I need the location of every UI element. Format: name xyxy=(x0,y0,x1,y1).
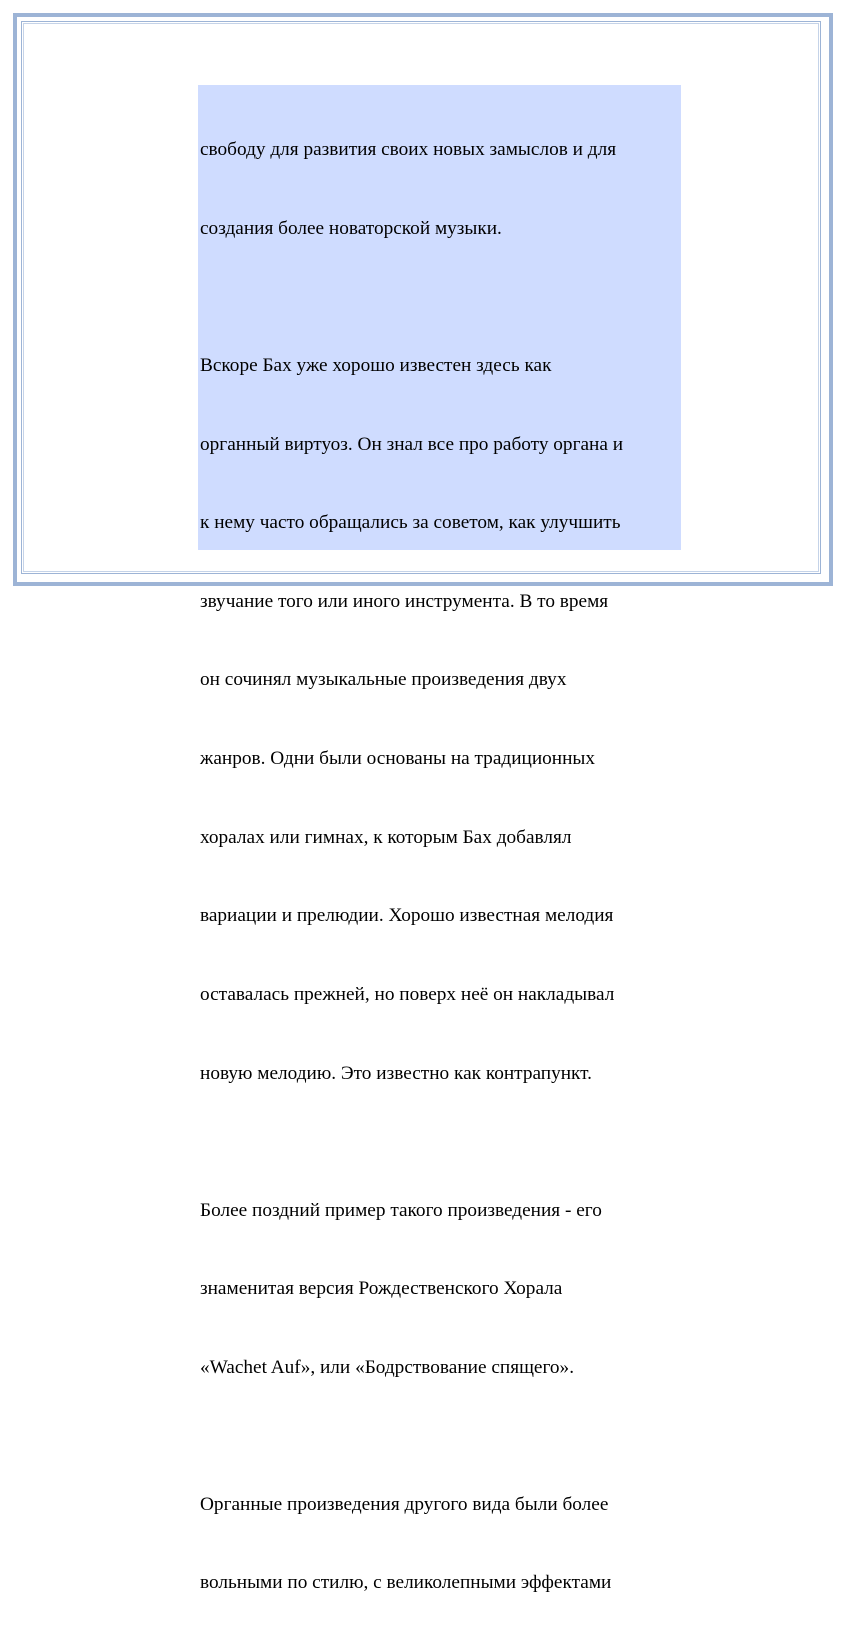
text-line: знаменитая версия Рождественского Хорала xyxy=(200,1278,563,1300)
text-box xyxy=(198,85,681,1594)
text-line: органный виртуоз. Он знал все про работу органа и xyxy=(200,433,624,455)
text-line: Вскоре Бах уже хорошо известен здесь как xyxy=(200,355,552,377)
text-line: создания более новаторской музыки. xyxy=(200,218,502,240)
text-line: «Wachet Auf», или «Бодрствование спящего». xyxy=(200,1356,575,1378)
paragraph-4 xyxy=(200,1439,679,1649)
paragraph-1 xyxy=(200,85,679,295)
paragraph-2 xyxy=(200,301,679,1140)
text-line: вольными по стилю, с великолепными эффектами xyxy=(200,1572,612,1594)
text-line: свободу для развития своих новых замыслов и для xyxy=(200,139,617,161)
text-line: Органные произведения другого вида были более xyxy=(200,1493,609,1515)
text-line: жанров. Одни были основаны на традиционных xyxy=(200,748,596,770)
text-line: он сочинял музыкальные произведения двух xyxy=(200,669,567,691)
text-line: хоралах или гимнах, к которым Бах добавлял xyxy=(200,826,572,848)
text-line: вариации и прелюдии. Хорошо известная мелодия xyxy=(200,905,614,927)
paragraph-3 xyxy=(200,1145,679,1433)
text-line: оставалась прежней, но поверх неё он накладывал xyxy=(200,983,615,1005)
text-line: звучание того или иного инструмента. В то время xyxy=(200,590,609,612)
text-line: новую мелодию. Это известно как контрапункт. xyxy=(200,1062,592,1084)
text-line: к нему часто обращались за советом, как улучшить xyxy=(200,512,621,534)
text-line: Более поздний пример такого произведения - его xyxy=(200,1199,602,1221)
